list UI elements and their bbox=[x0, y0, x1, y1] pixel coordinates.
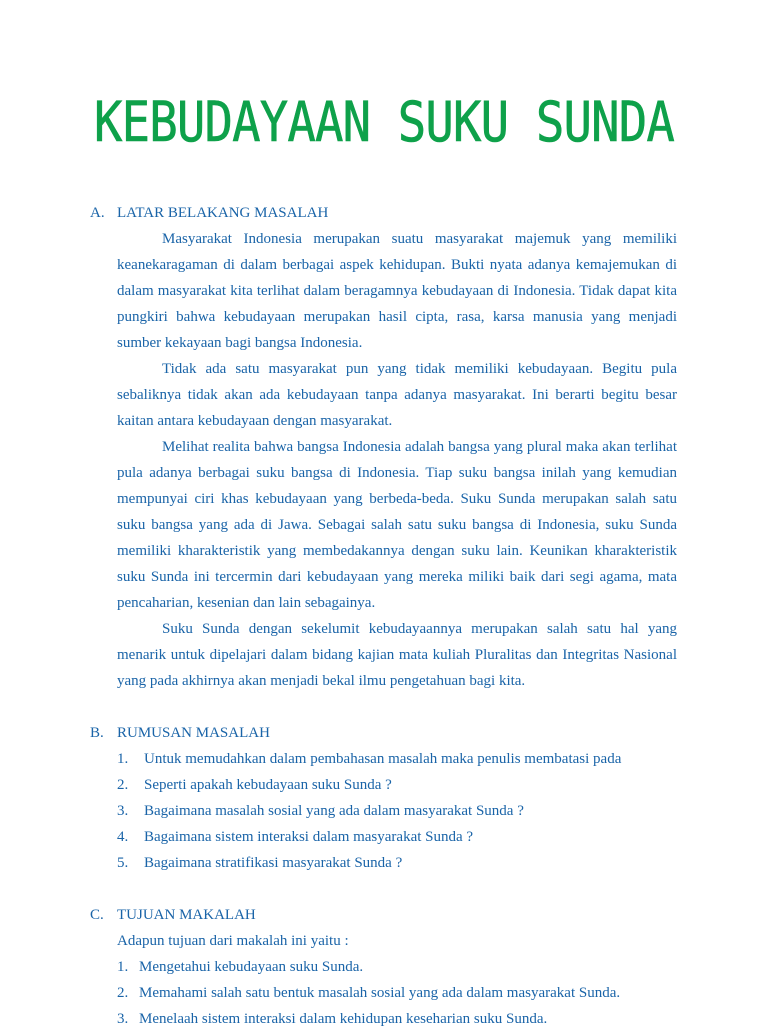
list-text: Bagaimana masalah sosial yang ada dalam masyarakat Sunda ? bbox=[144, 803, 524, 819]
section-b-list bbox=[117, 746, 621, 876]
list-number: 1. bbox=[117, 959, 129, 975]
list-item bbox=[117, 746, 621, 772]
list-text: Memahami salah satu bentuk masalah sosial yang ada dalam masyarakat Sunda. bbox=[139, 985, 621, 1001]
list-item bbox=[117, 850, 621, 876]
list-text: Untuk memudahkan dalam pembahasan masalah maka penulis membatasi pada bbox=[144, 751, 622, 767]
section-a-title: LATAR BELAKANG MASALAH bbox=[117, 205, 329, 221]
section-a-paragraph-1: Masyarakat Indonesia merupakan suatu masyarakat majemuk yang memiliki keanekaragaman di dalam berbagai aspek kehidupan. Bukti nyata adanya kemajemukan di dalam masyarakat kita terlihat dalam beragamnya kebudayaan di Indonesia. Tidak dapat kita pungkiri bahwa kebudayaan merupakan hasil cipta, rasa, karsa manusia yang menjadi sumber kekayaan bagi bangsa Indonesia. bbox=[117, 231, 677, 351]
section-a-letter: A. bbox=[90, 205, 105, 221]
section-c-list bbox=[117, 954, 620, 1032]
section-a-paragraph-4: Suku Sunda dengan sekelumit kebudayaannya merupakan salah satu hal yang menarik untuk dipelajari dalam bidang kajian mata kuliah Pluralitas dan Integritas Nasional yang pada akhirnya akan menjadi bekal ilmu pengetahuan bagi kita. bbox=[117, 621, 677, 689]
list-number: 4. bbox=[117, 829, 129, 845]
list-item bbox=[117, 772, 621, 798]
list-number: 2. bbox=[117, 777, 129, 793]
list-text: Bagaimana stratifikasi masyarakat Sunda ? bbox=[144, 855, 403, 871]
list-item bbox=[117, 980, 620, 1006]
list-text: Seperti apakah kebudayaan suku Sunda ? bbox=[144, 777, 392, 793]
section-a-paragraph-2: Tidak ada satu masyarakat pun yang tidak memiliki kebudayaan. Begitu pula sebaliknya tidak akan ada kebudayaan tanpa adanya masyarakat. Ini berarti begitu besar kaitan antara kebudayaan dengan masyarakat. bbox=[117, 361, 677, 429]
section-b-title: RUMUSAN MASALAH bbox=[117, 725, 270, 741]
list-number: 5. bbox=[117, 855, 129, 871]
section-c-letter: C. bbox=[90, 907, 104, 923]
list-item bbox=[117, 1006, 620, 1032]
section-c-heading bbox=[90, 905, 256, 925]
list-item bbox=[117, 954, 620, 980]
section-a-heading bbox=[90, 203, 328, 223]
list-number: 2. bbox=[117, 985, 129, 1001]
section-b-heading bbox=[90, 723, 270, 743]
section-c-title: TUJUAN MAKALAH bbox=[117, 907, 256, 923]
list-item bbox=[117, 824, 621, 850]
list-text: Menelaah sistem interaksi dalam kehidupan keseharian suku Sunda. bbox=[139, 1011, 548, 1027]
list-item bbox=[117, 798, 621, 824]
document-title: KEBUDAYAAN SUKU SUNDA bbox=[94, 90, 674, 154]
list-number: 3. bbox=[117, 1011, 129, 1027]
list-text: Mengetahui kebudayaan suku Sunda. bbox=[139, 959, 364, 975]
section-a-paragraph-3: Melihat realita bahwa bangsa Indonesia adalah bangsa yang plural maka akan terlihat pula adanya berbagai suku bangsa di Indonesia. Tiap suku bangsa inilah yang kemudian mempunyai ciri khas kebudayaan yang berbeda-beda. Suku Sunda merupakan salah satu suku bangsa yang ada di Jawa. Sebagai salah satu suku bangsa di Indonesia, suku Sunda memiliki kharakteristik yang membedakannya dengan suku lain. Keunikan kharakteristik suku Sunda ini tercermin dari kebudayaan yang mereka miliki baik dari segi agama, mata pencaharian, kesenian dan lain sebagainya. bbox=[117, 439, 677, 611]
list-number: 3. bbox=[117, 803, 129, 819]
section-c-intro: Adapun tujuan dari makalah ini yaitu : bbox=[117, 933, 349, 949]
section-b-letter: B. bbox=[90, 725, 104, 741]
list-text: Bagaimana sistem interaksi dalam masyarakat Sunda ? bbox=[144, 829, 474, 845]
list-number: 1. bbox=[117, 751, 129, 767]
